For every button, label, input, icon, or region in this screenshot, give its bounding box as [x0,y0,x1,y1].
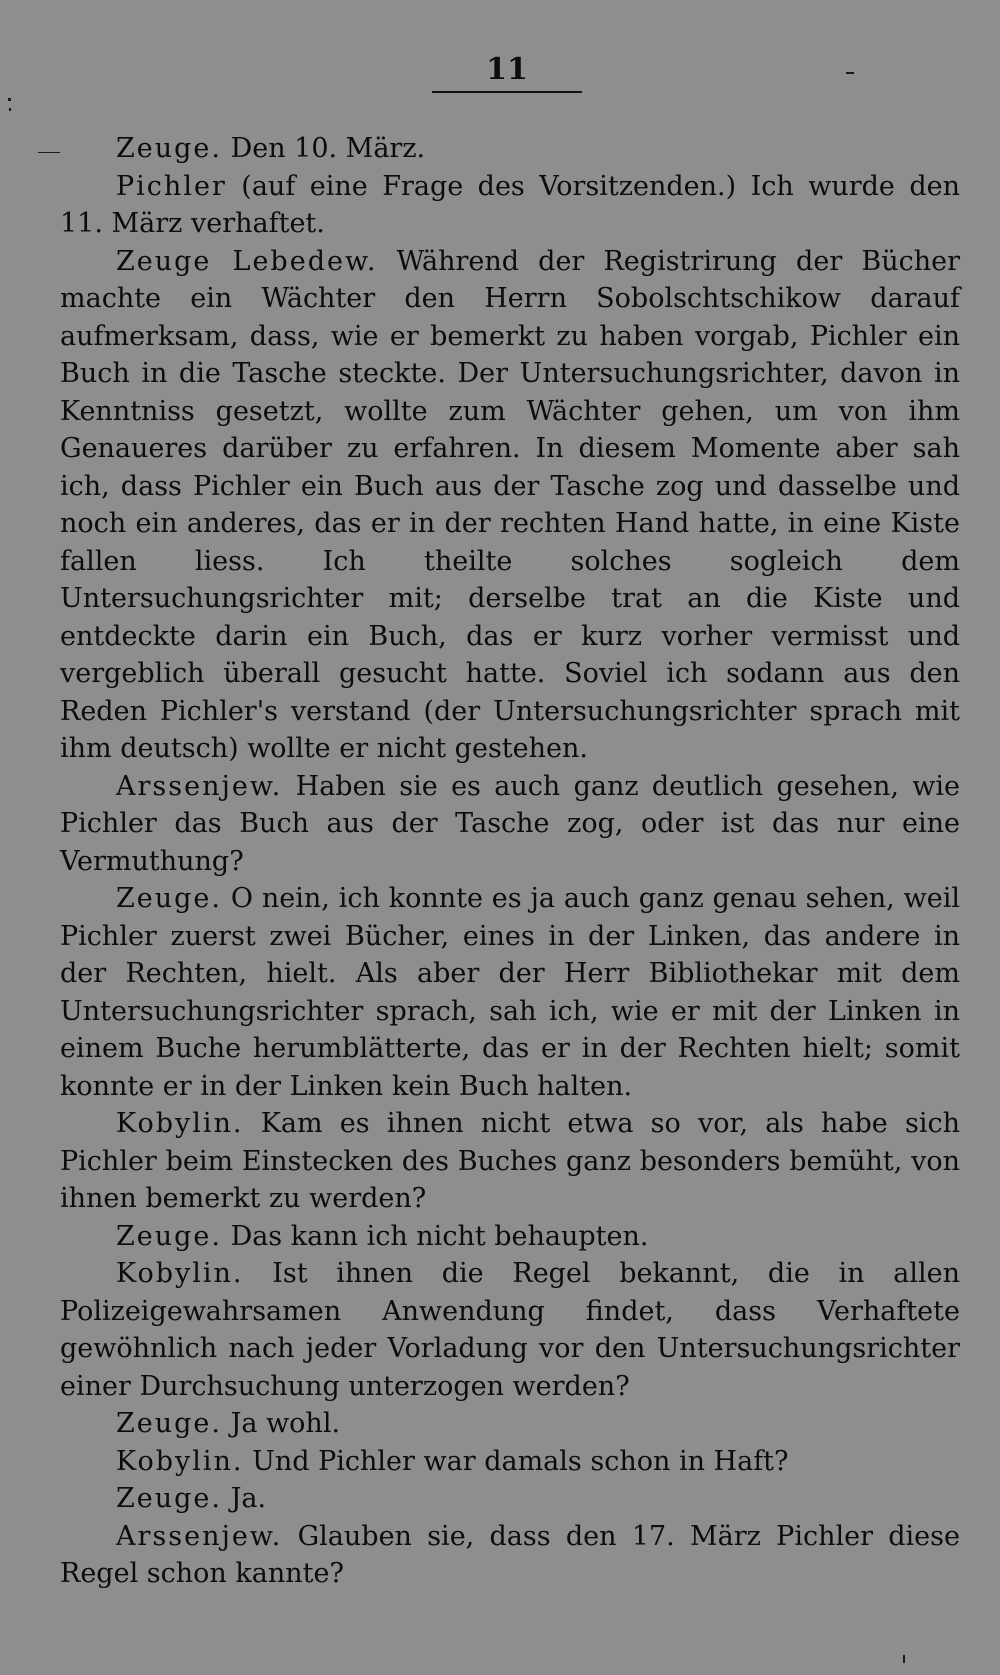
paragraph-text: Ja. [221,1483,267,1514]
speaker-name: Zeuge Lebedew. [116,245,378,277]
scan-speck [8,98,11,101]
paragraph [60,1405,960,1443]
paragraph-text: Ist ihnen die Regel bekannt, die in allen Polizeigewahrsamen Anwendung findet, dass Verhaftete gewöhnlich nach jeder Vorladung vor den Untersuchungsrichter einer Durchsuchung unterzogen werden? [60,1258,960,1402]
scan-speck [38,152,60,153]
speaker-name: Zeuge. [116,883,222,914]
paragraph [60,168,960,243]
scan-speck [9,108,11,111]
paragraph-text: Ja wohl. [221,1408,341,1439]
speaker-name: Zeuge. [116,1408,222,1439]
paragraph [60,1218,960,1256]
scan-speck [903,1655,905,1663]
paragraph [60,1443,960,1481]
paragraph-text: Während der Registrirung der Bücher machte ein Wächter den Herrn Sobolschtschikow darauf aufmerksam, dass, wie er bemerkt zu haben vorgab, Pichler ein Buch in die Tasche steckte. Der Untersuchungsrichter, davon in Kenntniss gesetzt, wollte zum Wächter gehen, um von ihm Genaueres darüber zu erfahren. In diesem Momente aber sah ich, dass Pichler ein Buch aus der Tasche zog und dasselbe und noch ein anderes, das er in der rechten Hand hatte, in eine Kiste fallen liess. Ich theilte solches sogleich dem Untersuchungsrichter mit; derselbe trat an die Kiste und entdeckte darin ein Buch, das er kurz vorher vermisst und vergeblich überall gesucht hatte. Soviel ich sodann aus den Reden Pichler's verstand (der Untersuchungsrichter sprach mit ihm deutsch) wollte er nicht gestehen. [60,245,960,764]
speaker-name: Zeuge. [116,133,222,164]
body-text [60,130,960,1593]
speaker-name: Arssenjew. [116,1520,283,1552]
paragraph-text: (auf eine Frage des Vorsitzenden.) Ich wurde den 11. März verhaftet. [60,170,960,239]
paragraph [60,243,960,768]
speaker-name: Kobylin. [116,1258,244,1289]
speaker-name: Kobylin. [116,1108,244,1139]
header-rule [432,91,582,93]
paragraph [60,880,960,1105]
speaker-name: Zeuge. [116,1483,222,1514]
speaker-name: Pichler [116,170,227,202]
page-number: 11 [486,52,528,87]
paragraph [60,1518,960,1593]
paragraph-text: Das kann ich nicht behaupten. [221,1220,649,1252]
paragraph-text: Und Pichler war damals schon in Haft? [243,1445,789,1477]
scan-speck [846,72,854,74]
paragraph [60,1255,960,1405]
paragraph-text: Den 10. März. [221,133,426,164]
paragraph-text: Glauben sie, dass den 17. März Pichler diese Regel schon kannte? [60,1520,960,1589]
paragraph-text: Haben sie es auch ganz deutlich gesehen, wie Pichler das Buch aus der Tasche zog, oder ist das nur eine Vermuthung? [60,770,960,877]
paragraph [60,130,960,168]
paragraph [60,768,960,881]
paragraph-text: Kam es ihnen nicht etwa so vor, als habe sich Pichler beim Einstecken des Buches ganz besonders bemüht, von ihnen bemerkt zu werden? [60,1108,960,1214]
speaker-name: Arssenjew. [116,770,283,802]
speaker-name: Kobylin. [116,1445,244,1477]
paragraph-text: O nein, ich konnte es ja auch ganz genau sehen, weil Pichler zuerst zwei Bücher, eines in der Linken, das andere in der Rechten, hielt. Als aber der Herr Bibliothekar mit dem Untersuchungsrichter sprach, sah ich, wie er mit der Linken in einem Buche herumblätterte, das er in der Rechten hielt; somit konnte er in der Linken kein Buch halten. [60,883,960,1102]
paragraph [60,1105,960,1218]
paragraph [60,1480,960,1518]
speaker-name: Zeuge. [116,1220,222,1252]
